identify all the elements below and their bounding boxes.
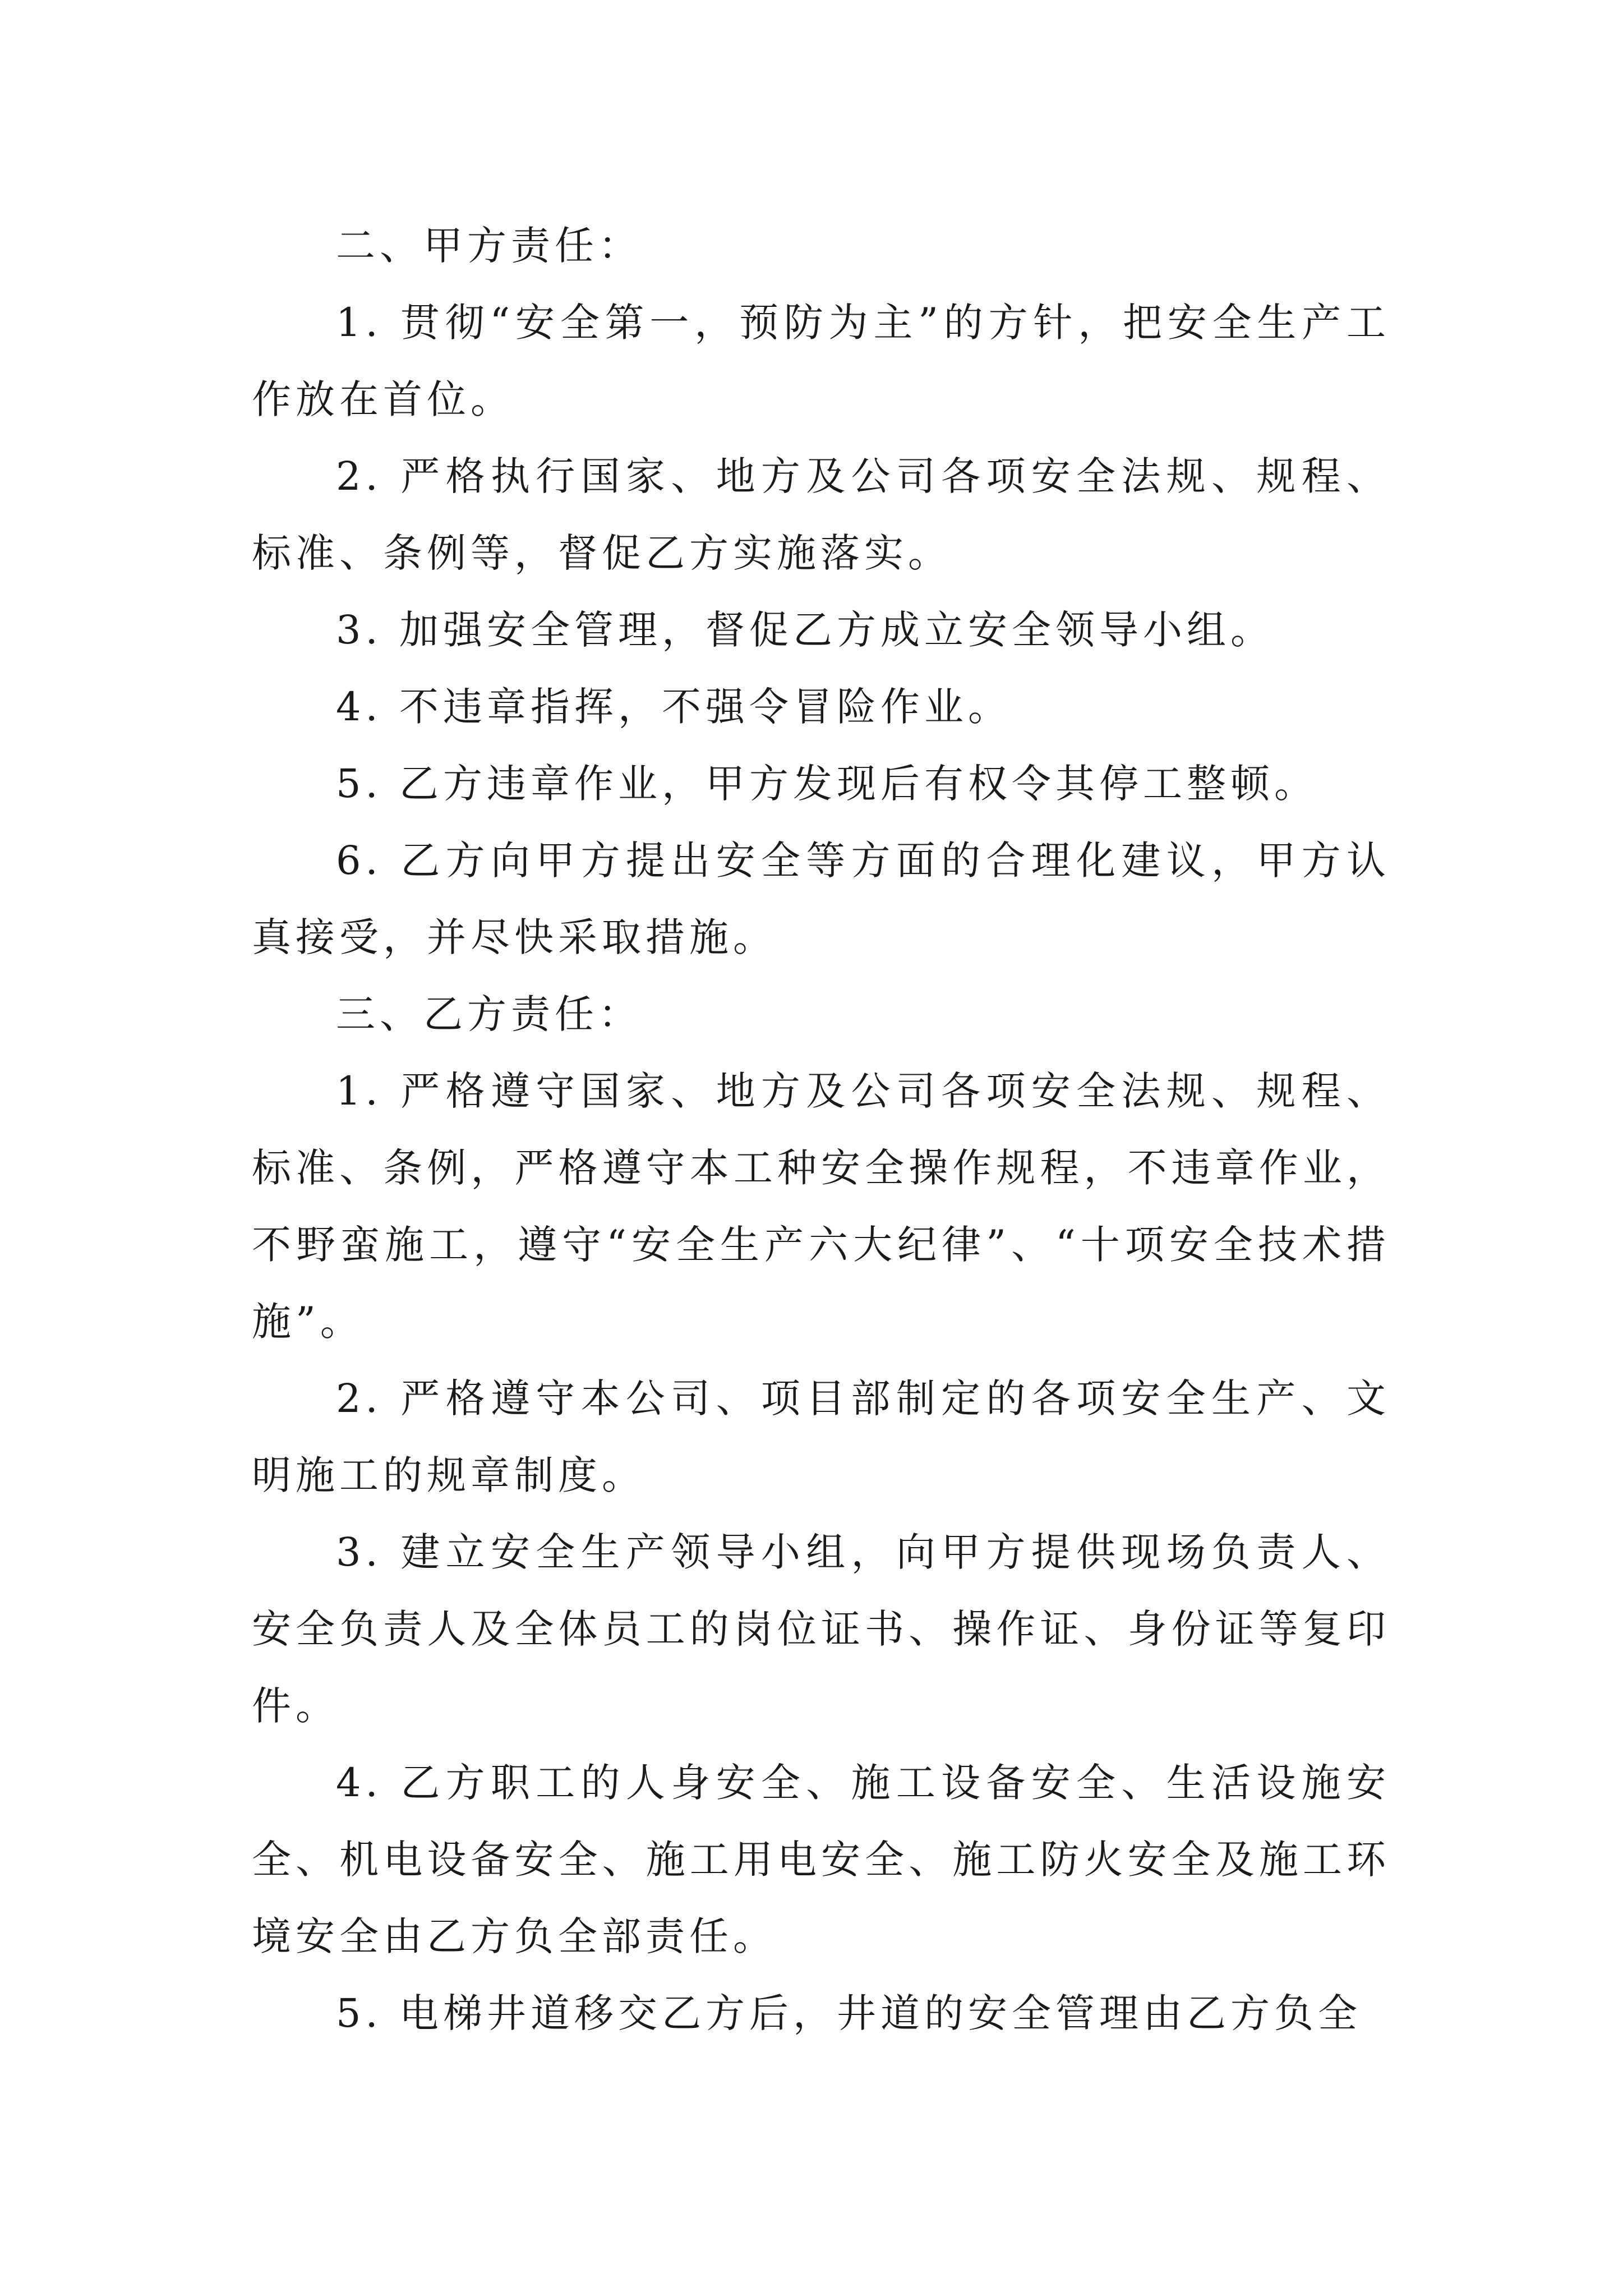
party-a-item-2: 2. 严格执行国家、地方及公司各项安全法规、规程、标准、条例等，督促乙方实施落实。 [252, 453, 1390, 576]
document-body [252, 208, 1390, 2052]
party-b-item-1: 1. 严格遵守国家、地方及公司各项安全法规、规程、标准、条例，严格遵守本工种安全操作规程，不违章作业，不野蛮施工，遵守“安全生产六大纪律”、“十项安全技术措施”。 [252, 1068, 1390, 1345]
party-a-item-5: 5. 乙方违章作业，甲方发现后有权令其停工整顿。 [336, 761, 1318, 807]
party-a-item-4: 4. 不违章指挥，不强令冒险作业。 [336, 684, 1012, 730]
party-b-item-5: 5. 电梯井道移交乙方后，井道的安全管理由乙方负全 [336, 1990, 1362, 2036]
section-heading-party-a: 二、甲方责任： [336, 223, 642, 269]
party-b-item-3: 3. 建立安全生产领导小组，向甲方提供现场负责人、安全负责人及全体员工的岗位证书、操作证、身份证等复印件。 [252, 1529, 1390, 1729]
party-a-item-3: 3. 加强安全管理，督促乙方成立安全领导小组。 [336, 607, 1275, 653]
party-b-item-2: 2. 严格遵守本公司、项目部制定的各项安全生产、文明施工的规章制度。 [252, 1375, 1390, 1498]
party-a-item-6: 6. 乙方向甲方提出安全等方面的合理化建议，甲方认真接受，并尽快采取措施。 [252, 838, 1390, 960]
party-b-item-4: 4. 乙方职工的人身安全、施工设备安全、生活设施安全、机电设备安全、施工用电安全、施工防火安全及施工环境安全由乙方负全部责任。 [252, 1760, 1390, 1959]
section-heading-party-b: 三、乙方责任： [336, 991, 642, 1037]
party-a-item-1: 1. 贯彻“安全第一，预防为主”的方针，把安全生产工作放在首位。 [252, 300, 1390, 422]
